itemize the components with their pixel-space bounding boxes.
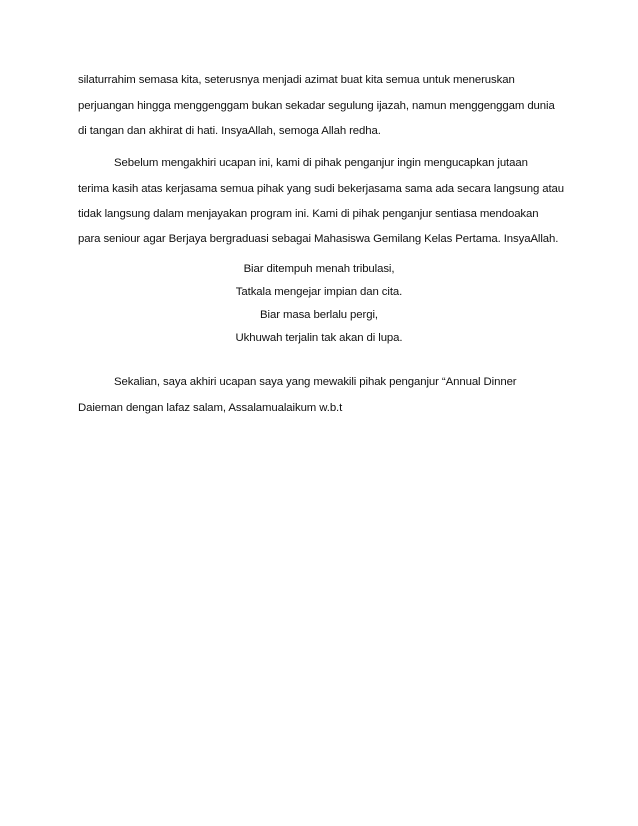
- poem-line: Ukhuwah terjalin tak akan di lupa.: [235, 332, 403, 344]
- poem-line: Biar masa berlalu pergi,: [260, 309, 378, 321]
- text-line: tidak langsung dalam menjayakan program ini. Kami di pihak penganjur sentiasa mendoakan: [78, 208, 539, 220]
- text-line: di tangan dan akhirat di hati. InsyaAllah, semoga Allah redha.: [78, 125, 381, 137]
- poem-line: Tatkala mengejar impian dan cita.: [235, 286, 403, 298]
- poem-line: Biar ditempuh menah tribulasi,: [243, 263, 395, 275]
- text-line: Sekalian, saya akhiri ucapan saya yang mewakili pihak penganjur “Annual Dinner: [114, 376, 517, 388]
- text-line: silaturrahim semasa kita, seterusnya menjadi azimat buat kita semua untuk meneruskan: [78, 74, 515, 86]
- text-line: Sebelum mengakhiri ucapan ini, kami di pihak penganjur ingin mengucapkan jutaan: [114, 157, 528, 169]
- text-line: Daieman dengan lafaz salam, Assalamualaikum w.b.t: [78, 402, 343, 414]
- text-line: para seniour agar Berjaya bergraduasi sebagai Mahasiswa Gemilang Kelas Pertama. InsyaAllah.: [78, 233, 559, 245]
- text-line: terima kasih atas kerjasama semua pihak yang sudi bekerjasama sama ada secara langsung atau: [78, 183, 565, 195]
- text-line: perjuangan hingga menggenggam bukan sekadar segulung ijazah, namun menggenggam dunia: [78, 100, 555, 112]
